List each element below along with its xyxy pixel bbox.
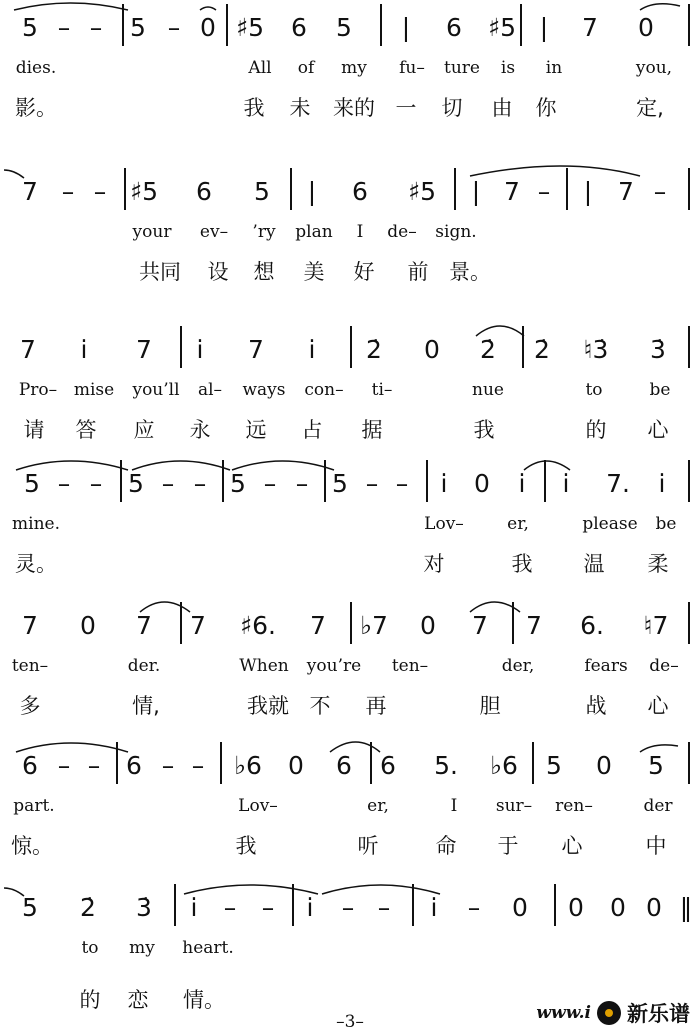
lyric-syllable: de–: [387, 222, 417, 242]
chinese-lyric: [14, 690, 694, 720]
score-system-2: [0, 164, 700, 296]
lyric-syllable: 答: [75, 418, 97, 442]
note: –: [377, 893, 391, 922]
lyric-syllable: 中: [645, 834, 667, 858]
note: 2̇: [480, 335, 496, 364]
end-repeat-barline: ‖: [679, 893, 693, 922]
barline: [532, 742, 534, 784]
barline: [380, 4, 382, 46]
barline: [426, 460, 428, 502]
barline: [350, 326, 352, 368]
note: 0: [568, 893, 584, 922]
note: 0: [420, 611, 436, 640]
lyric-syllable: 的: [585, 418, 607, 442]
note: –: [57, 751, 71, 780]
lyric-syllable: 惊。: [11, 834, 53, 858]
lyric-syllable: 灵。: [15, 552, 57, 576]
note: –: [365, 469, 379, 498]
note: 2̇: [366, 335, 382, 364]
note: 2̇: [80, 893, 96, 922]
note: –: [87, 751, 101, 780]
lyric-syllable: 你: [535, 96, 557, 120]
note: 6: [446, 13, 462, 42]
lyric-syllable: 对: [423, 552, 445, 576]
notation-line: [14, 880, 694, 928]
lyric-syllable: ture: [444, 58, 480, 78]
lyric-syllable: er,: [507, 514, 529, 534]
lyric-syllable: 来的: [333, 96, 375, 120]
barline: [120, 460, 122, 502]
note: |: [471, 177, 481, 206]
note: 0: [200, 13, 216, 42]
note: ♯5: [235, 13, 265, 42]
lyric-syllable: ten–: [11, 656, 49, 676]
lyric-syllable: 战: [585, 694, 607, 718]
lyric-syllable: 想: [253, 260, 275, 284]
lyric-syllable: 于: [497, 834, 519, 858]
score-system-4: [0, 456, 700, 588]
note: –: [537, 177, 551, 206]
note: –: [193, 469, 207, 498]
note: 5: [22, 893, 38, 922]
lyric-syllable: please: [582, 514, 638, 534]
lyric-syllable: my: [129, 938, 155, 958]
note: –: [263, 469, 277, 498]
note: |: [583, 177, 593, 206]
note: 6: [126, 751, 142, 780]
note: i̇: [80, 335, 88, 364]
barline: [350, 602, 352, 644]
barline: [222, 460, 224, 502]
lyric-syllable: you,: [635, 58, 673, 78]
lyric-syllable: 柔: [647, 552, 669, 576]
lyric-syllable: der,: [501, 656, 535, 676]
english-lyric: [11, 656, 694, 680]
note: 5: [22, 13, 38, 42]
lyric-syllable: 我就: [247, 694, 289, 718]
note: –: [61, 177, 75, 206]
lyric-syllable: 心: [647, 694, 669, 718]
lyric-syllable: 共同: [139, 260, 181, 284]
barline: [174, 884, 176, 926]
watermark-url: www.i: [536, 1003, 591, 1023]
lyric-syllable: fu–: [399, 58, 425, 78]
note: ♭6: [234, 751, 262, 780]
english-lyric: [14, 380, 694, 404]
lyric-syllable: When: [239, 656, 289, 676]
lyric-syllable: you’ll: [132, 380, 180, 400]
lyric-syllable: 胆: [479, 694, 501, 718]
lyric-syllable: ev–: [199, 222, 229, 242]
note: i̇: [190, 893, 198, 922]
note: 5: [648, 751, 664, 780]
lyric-syllable: sign.: [435, 222, 477, 242]
note: 0: [474, 469, 490, 498]
note: 0: [610, 893, 626, 922]
barline: [290, 168, 292, 210]
note: i̇: [440, 469, 448, 498]
note: 7: [504, 177, 520, 206]
lyric-syllable: you’re: [306, 656, 362, 676]
score-system-5: [0, 598, 700, 730]
lyric-syllable: your: [132, 222, 172, 242]
lyric-syllable: 我: [243, 96, 265, 120]
note: 5: [254, 177, 270, 206]
lyric-syllable: 设: [207, 260, 229, 284]
barline: [566, 168, 568, 210]
note: 7: [22, 177, 38, 206]
note: i̇: [430, 893, 438, 922]
note: 0: [424, 335, 440, 364]
note: 3̇: [136, 893, 152, 922]
note: 7: [582, 13, 598, 42]
note: –: [395, 469, 409, 498]
note: –: [223, 893, 237, 922]
note: 7: [136, 335, 152, 364]
barline: [116, 742, 118, 784]
lyric-syllable: ren–: [555, 796, 593, 816]
english-lyric: [14, 514, 694, 538]
lyric-syllable: 一: [395, 96, 417, 120]
note: 6: [291, 13, 307, 42]
lyric-syllable: 占: [301, 418, 323, 442]
notation-line: [14, 0, 694, 48]
note: 0: [646, 893, 662, 922]
lyric-syllable: 情,: [132, 694, 160, 718]
lyric-syllable: 影。: [15, 96, 57, 120]
lyric-syllable: 多: [19, 694, 41, 718]
lyric-syllable: 我: [235, 834, 257, 858]
note: 6: [336, 751, 352, 780]
watermark-logo: [536, 998, 690, 1028]
lyric-syllable: 命: [435, 834, 457, 858]
note: –: [261, 893, 275, 922]
barline: [412, 884, 414, 926]
note: 0: [80, 611, 96, 640]
barline: [220, 742, 222, 784]
chinese-lyric: [14, 256, 694, 286]
note: –: [93, 177, 107, 206]
lyric-syllable: 前: [407, 260, 429, 284]
lyric-syllable: con–: [304, 380, 344, 400]
barline: [554, 884, 556, 926]
english-lyric: [14, 222, 694, 246]
note: 7: [20, 335, 36, 364]
notation-line: [14, 164, 694, 212]
note: ♯5: [129, 177, 159, 206]
note: –: [161, 751, 175, 780]
barline: [522, 326, 524, 368]
barline: [512, 602, 514, 644]
note: 5: [230, 469, 246, 498]
note: –: [57, 13, 71, 42]
lyric-syllable: mine.: [12, 514, 60, 534]
lyric-syllable: All: [248, 58, 272, 78]
score-system-1: [0, 0, 700, 132]
lyric-syllable: nue: [472, 380, 504, 400]
notation-line: [14, 598, 694, 646]
notation-line: [14, 456, 694, 504]
lyric-syllable: be: [649, 380, 671, 400]
note: 7: [190, 611, 206, 640]
barline: [122, 4, 124, 46]
lyric-syllable: 不: [309, 694, 331, 718]
barline: [520, 4, 522, 46]
note: –: [161, 469, 175, 498]
note: |: [539, 13, 549, 42]
lyric-syllable: 定,: [636, 96, 664, 120]
lyric-syllable: in: [545, 58, 563, 78]
note: 5: [336, 13, 352, 42]
note: i̇: [562, 469, 570, 498]
barline: [544, 460, 546, 502]
note: 5.: [434, 751, 458, 780]
note: –: [167, 13, 181, 42]
lyric-syllable: 美: [303, 260, 325, 284]
note: –: [89, 469, 103, 498]
barline: [688, 602, 690, 644]
lyric-syllable: 心: [561, 834, 583, 858]
score-system-7: [0, 880, 700, 1012]
chinese-lyric: [14, 92, 694, 122]
note: 6: [380, 751, 396, 780]
lyric-syllable: of: [297, 58, 315, 78]
lyric-syllable: is: [500, 58, 516, 78]
lyric-syllable: 据: [361, 418, 383, 442]
lyric-syllable: heart.: [182, 938, 234, 958]
note: i̇: [518, 469, 526, 498]
lyric-syllable: 温: [583, 552, 605, 576]
chinese-lyric: [14, 548, 694, 578]
barline: [688, 742, 690, 784]
note: 7: [310, 611, 326, 640]
lyric-syllable: be: [655, 514, 677, 534]
lyric-syllable: de–: [649, 656, 679, 676]
lyric-syllable: 应: [133, 418, 155, 442]
barline: [454, 168, 456, 210]
lyric-syllable: 听: [357, 834, 379, 858]
lyric-syllable: 切: [441, 96, 463, 120]
lyric-syllable: ’ry: [252, 222, 276, 242]
lyric-syllable: 再: [365, 694, 387, 718]
lyric-syllable: al–: [197, 380, 223, 400]
barline: [324, 460, 326, 502]
barline: [688, 168, 690, 210]
note: 5: [546, 751, 562, 780]
lyric-syllable: er,: [367, 796, 389, 816]
chinese-lyric: [11, 830, 694, 860]
barline: [688, 4, 690, 46]
english-lyric: [14, 938, 694, 962]
score-system-6: [0, 738, 700, 870]
lyric-syllable: 远: [245, 418, 267, 442]
note: i̇: [306, 893, 314, 922]
note: 7: [526, 611, 542, 640]
lyric-syllable: 景。: [449, 260, 491, 284]
note: |: [307, 177, 317, 206]
note: 7.: [606, 469, 630, 498]
note: 2̇: [534, 335, 550, 364]
lyric-syllable: ti–: [371, 380, 393, 400]
lyric-syllable: fears: [584, 656, 628, 676]
note: –: [89, 13, 103, 42]
lyric-syllable: my: [341, 58, 367, 78]
note: 0: [596, 751, 612, 780]
note: 5: [332, 469, 348, 498]
lyric-syllable: der.: [127, 656, 161, 676]
lyric-syllable: to: [585, 380, 603, 400]
lyric-syllable: part.: [13, 796, 55, 816]
lyric-syllable: 恋: [127, 988, 149, 1012]
note: ♭6: [490, 751, 518, 780]
note: –: [57, 469, 71, 498]
lyric-syllable: I: [450, 796, 458, 816]
note: 7: [472, 611, 488, 640]
lyric-syllable: to: [81, 938, 99, 958]
vinyl-disc-icon: [597, 1001, 621, 1025]
note: 0: [288, 751, 304, 780]
note: –: [191, 751, 205, 780]
note: 7: [136, 611, 152, 640]
lyric-syllable: mise: [73, 380, 115, 400]
barline: [688, 326, 690, 368]
lyric-syllable: sur–: [495, 796, 533, 816]
lyric-syllable: 情。: [183, 988, 225, 1012]
lyric-syllable: 的: [79, 988, 101, 1012]
note: 0: [512, 893, 528, 922]
lyric-syllable: plan: [295, 222, 333, 242]
chinese-lyric: [14, 414, 694, 444]
note: 5: [128, 469, 144, 498]
note: 6: [196, 177, 212, 206]
lyric-syllable: dies.: [15, 58, 57, 78]
note: 6.: [580, 611, 604, 640]
note: 3̇: [650, 335, 666, 364]
note: 6: [352, 177, 368, 206]
note: –: [295, 469, 309, 498]
lyric-syllable: Pro–: [18, 380, 58, 400]
note: 7: [618, 177, 634, 206]
lyric-syllable: der: [643, 796, 673, 816]
barline: [370, 742, 372, 784]
barline: [292, 884, 294, 926]
barline: [688, 460, 690, 502]
note: ♮3̇: [583, 335, 609, 364]
note: ♯6.: [240, 611, 276, 640]
notation-line: [14, 738, 694, 786]
english-lyric: [14, 796, 694, 820]
barline: [180, 326, 182, 368]
score-system-3: [0, 322, 700, 454]
lyric-syllable: ten–: [391, 656, 429, 676]
watermark-brand: 新乐谱: [627, 1002, 690, 1026]
lyric-syllable: I: [356, 222, 364, 242]
english-lyric: [14, 58, 694, 82]
lyric-syllable: Lov–: [238, 796, 278, 816]
note: ♮7: [643, 611, 669, 640]
note: i̇: [308, 335, 316, 364]
note: 7: [22, 611, 38, 640]
barline: [180, 602, 182, 644]
note: ♯5: [487, 13, 517, 42]
note: ♭7: [360, 611, 388, 640]
notation-line: [14, 322, 694, 370]
note: 7: [248, 335, 264, 364]
lyric-syllable: 永: [189, 418, 211, 442]
lyric-syllable: 我: [473, 418, 495, 442]
note: –: [341, 893, 355, 922]
note: 6: [22, 751, 38, 780]
note: i̇: [196, 335, 204, 364]
lyric-syllable: 请: [23, 418, 45, 442]
barline: [124, 168, 126, 210]
lyric-syllable: 由: [491, 96, 513, 120]
page-number: –3–: [336, 1012, 364, 1032]
lyric-syllable: Lov–: [424, 514, 464, 534]
note: i̇: [658, 469, 666, 498]
note: 5: [130, 13, 146, 42]
note: –: [467, 893, 481, 922]
note: |: [401, 13, 411, 42]
lyric-syllable: 心: [647, 418, 669, 442]
note: –: [653, 177, 667, 206]
lyric-syllable: 我: [511, 552, 533, 576]
note: 5: [24, 469, 40, 498]
lyric-syllable: 好: [353, 260, 375, 284]
lyric-syllable: 未: [289, 96, 311, 120]
barline: [226, 4, 228, 46]
note: 0: [638, 13, 654, 42]
note: ♯5: [407, 177, 437, 206]
lyric-syllable: ways: [242, 380, 286, 400]
